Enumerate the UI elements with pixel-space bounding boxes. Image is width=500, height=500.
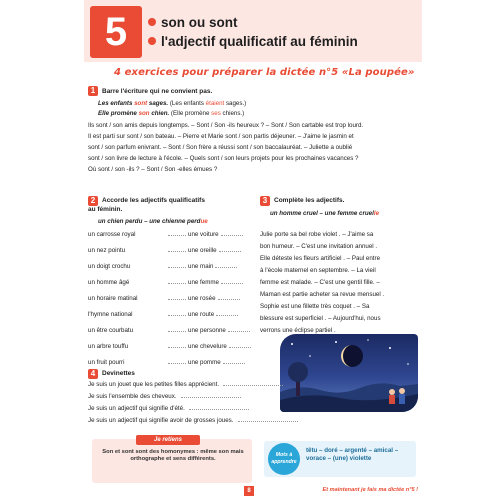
write-in-line[interactable] — [168, 331, 186, 332]
lesson-title-2: l'adjectif qualificatif au féminin — [148, 34, 358, 49]
riddle-line: Je suis un jouet que les petites filles apprécient. — [88, 381, 283, 388]
rule-box-text: Son et sont sont des homonymes : même son mais orthographe et sens différents. — [102, 449, 244, 463]
section-1-number: 1 — [88, 86, 98, 96]
section-2-example: un chien perdu – une chienne perdue — [98, 218, 208, 225]
section-1-example-2: Elle promène son chien. (Elle promène ses chiens.) — [98, 110, 245, 117]
write-in-line[interactable] — [215, 267, 237, 268]
section-1-line: Ils sont / son amis depuis longtemps. – Sont / Son -ils heureux ? – Sont / Son cartable est trop lourd. — [88, 122, 364, 129]
adjective-row: l'hymne national une route — [88, 311, 133, 318]
section-4-title: Devinettes — [102, 370, 135, 377]
write-in-line[interactable] — [219, 251, 241, 252]
adjective-row: un homme âgé une femme — [88, 279, 129, 286]
write-in-line[interactable] — [216, 315, 238, 316]
night-sky-illustration — [280, 334, 418, 412]
answer-line[interactable] — [223, 385, 283, 386]
completion-line: verrons une éclipse partiel . — [260, 327, 336, 334]
riddle-line: Je suis l'ensemble des cheveux. — [88, 393, 241, 400]
write-in-line[interactable] — [168, 235, 186, 236]
rule-box — [92, 439, 252, 483]
riddle-line: Je suis un adjectif qui signifie d'été. — [88, 405, 249, 412]
write-in-line[interactable] — [223, 363, 245, 364]
write-in-line[interactable] — [229, 347, 251, 348]
adjective-row: un fruit pourri une pomme — [88, 359, 124, 366]
adjective-row: un doigt crochu une main — [88, 263, 130, 270]
vocabulary-box — [264, 441, 416, 477]
lesson-header — [84, 0, 422, 62]
adjective-row: un arbre touffu une chevelure — [88, 343, 128, 350]
completion-line: Sophie est une fillette très coquet . – Sa — [260, 303, 370, 310]
write-in-line[interactable] — [168, 251, 186, 252]
write-in-line[interactable] — [221, 283, 243, 284]
answer-line[interactable] — [189, 409, 249, 410]
footer-note: Et maintenant je fais ma dictée n°5 ! — [322, 487, 418, 493]
completion-line: bon humeur. – C'est une invitation annuel . — [260, 243, 378, 250]
section-1-line: sont / son parfum enivrant. – Sont / Son frère a réussi sont / son baccalauréat. – Juliette a oublié — [88, 144, 353, 151]
write-in-line[interactable] — [168, 363, 186, 364]
completion-line: femme est malade. – C'est une gentil fille. – — [260, 279, 380, 286]
eclipse-scene-icon — [280, 334, 418, 412]
section-2-title-1: Accorde les adjectifs qualificatifs — [102, 197, 205, 204]
vocabulary-list: têtu – doré – argenté – amical – vorace – (une) violette — [306, 447, 399, 462]
dictation-subtitle: 4 exercices pour préparer la dictée n°5 «La poupée» — [114, 67, 415, 78]
rule-box-tag: Je retiens — [136, 435, 200, 445]
section-1-line: Où sont / son -ils ? – Sont / Son -elles émues ? — [88, 166, 218, 173]
adjective-row: un être courbatu une personne — [88, 327, 133, 334]
lesson-title-1: son ou sont — [148, 15, 238, 30]
section-3-example: un homme cruel – une femme cruelle — [270, 210, 380, 217]
write-in-line[interactable] — [168, 347, 186, 348]
write-in-line[interactable] — [168, 315, 186, 316]
completion-line: Julie porte sa bel robe violet . – J'aime sa — [260, 231, 374, 238]
workbook-page — [84, 0, 422, 500]
page-number: 8 — [244, 486, 254, 496]
lesson-number: 5 — [90, 6, 142, 58]
completion-line: Maman est partie acheter sa revue mensuel . — [260, 291, 385, 298]
write-in-line[interactable] — [221, 235, 243, 236]
completion-line: Elle déteste les fleurs artificiel . – Paul entre — [260, 255, 381, 262]
write-in-line[interactable] — [218, 299, 240, 300]
section-1-line: sont / son livre de lecture à l'école. – Quels sont / son leurs projets pour les prochaines vacances ? — [88, 155, 359, 162]
adjective-row: un nez pointu une oreille — [88, 247, 125, 254]
answer-line[interactable] — [181, 397, 241, 398]
adjective-row: un horaire matinal une rosée — [88, 295, 138, 302]
vocabulary-badge: Mots à apprendre — [268, 443, 300, 475]
completion-line: à l'école maternel en septembre. – La vieil — [260, 267, 376, 274]
completion-line: blessure est superficiel . – Aujourd'hui, nous — [260, 315, 381, 322]
section-4-number: 4 — [88, 369, 98, 379]
adjective-row: un carrosse royal une voiture — [88, 231, 135, 238]
section-1-line: Il est parti sur sont / son bateau. – Pierre et Marie sont / son partis déjeuner. – J'aime le jasmin et — [88, 133, 354, 140]
section-2-number: 2 — [88, 196, 98, 206]
bullet-icon — [148, 37, 156, 45]
answer-line[interactable] — [238, 421, 298, 422]
write-in-line[interactable] — [168, 283, 186, 284]
write-in-line[interactable] — [168, 267, 186, 268]
section-3-title: Complète les adjectifs. — [274, 197, 345, 204]
riddle-line: Je suis un adjectif qui signifie avoir de grosses joues. — [88, 417, 298, 424]
section-1-title: Barre l'écriture qui ne convient pas. — [102, 88, 213, 95]
bullet-icon — [148, 18, 156, 26]
section-2-title-2: au féminin. — [88, 206, 123, 213]
write-in-line[interactable] — [168, 299, 186, 300]
section-1-example-1: Les enfants sont sages. (Les enfants étaient sages.) — [98, 100, 247, 107]
write-in-line[interactable] — [228, 331, 250, 332]
section-3-number: 3 — [260, 196, 270, 206]
